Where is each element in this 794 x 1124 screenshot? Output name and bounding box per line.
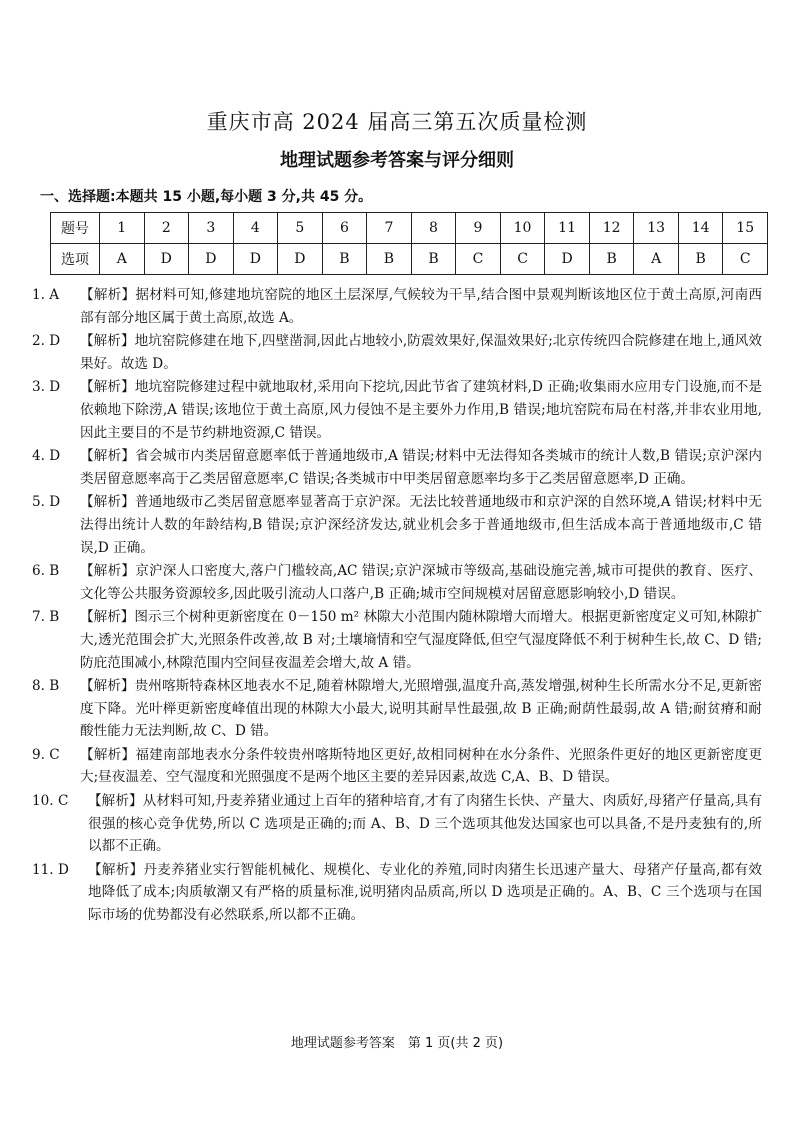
answer-table <box>50 212 768 275</box>
row-label: 选项 <box>51 244 100 275</box>
answer-cell: C <box>456 244 501 275</box>
question-number: 8 <box>411 213 456 244</box>
item-text: 【解析】地坑窑院修建过程中就地取材,采用向下挖坑,因此节省了建筑材料,D 正确;收集雨水应用专门设施,而不是依赖地下除涝,A 错误;该地位于黄土高原,风力侵蚀不是主要外力作用,B 错误;地坑窑院布局在村落,并非农业用地,因此主要目的不是节约耕地资源,C 错误。 <box>80 379 762 441</box>
list-item <box>32 675 762 743</box>
list-item <box>32 376 762 444</box>
list-item <box>32 445 762 490</box>
item-text: 【解析】地坑窑院修建在地下,四壁凿洞,因此占地较小,防震效果好,保温效果好;北京传统四合院修建在地上,通风效果好。故选 D。 <box>80 333 762 372</box>
item-number: 3. D <box>32 379 61 396</box>
item-number: 9. C <box>32 746 60 763</box>
question-number: 13 <box>634 213 679 244</box>
question-number: 1 <box>100 213 145 244</box>
item-number: 10. C <box>32 793 69 810</box>
page-subtitle: 地理试题参考答案与评分细则 <box>280 150 514 171</box>
question-number: 7 <box>367 213 412 244</box>
answer-cell: B <box>367 244 412 275</box>
list-item <box>32 330 762 375</box>
answer-cell: B <box>411 244 456 275</box>
item-text: 【解析】贵州喀斯特森林区地表水不足,随着林隙增大,光照增强,温度升高,蒸发增强,树种生长所需水分不足,更新密度下降。光叶榉更新密度峰值出现的林隙大小最大,说明其耐旱性最强,故 B 正确;耐荫性最弱,故 A 错;耐贫瘠和耐酸性能力无法判断,故 C、D 错。 <box>80 678 762 740</box>
item-number: 11. D <box>32 861 69 878</box>
explanation-list <box>32 284 762 928</box>
answer-cell: D <box>233 244 278 275</box>
question-number: 9 <box>456 213 501 244</box>
question-number: 12 <box>589 213 634 244</box>
answer-cell: D <box>189 244 234 275</box>
item-number: 6. B <box>32 563 60 580</box>
question-number: 5 <box>278 213 323 244</box>
item-text: 【解析】福建南部地表水分条件较贵州喀斯特地区更好,故相同树种在水分条件、光照条件更好的地区更新密度更大;昼夜温差、空气湿度和光照强度不是两个地区主要的差异因素,故选 C,A、B、D 错误。 <box>80 746 762 786</box>
item-number: 5. D <box>32 494 61 511</box>
page-footer: 地理试题参考答案 第 1 页(共 2 页) <box>290 1036 504 1051</box>
list-item <box>32 790 762 858</box>
row-label: 题号 <box>51 213 100 244</box>
item-text: 【解析】图示三个树种更新密度在 0－150 m² 林隙大小范围内随林隙增大而增大。根据更新密度定义可知,林隙扩大,透光范围会扩大,光照条件改善,故 B 对;土壤墒情和空气湿度降低,但空气湿度降低不利于树种生长,故 C、D 错;防庇范围减小,林隙范围内空间昼夜温差会增大,故 A 错。 <box>80 609 762 671</box>
item-text: 【解析】普通地级市乙类居留意愿率显著高于京沪深。无法比较普通地级市和京沪深的自然环境,A 错误;材料中无法得出统计人数的年龄结构,B 错误;京沪深经济发达,就业机会多于普通地级市,但生活成本高于普通地级市,C 错误,D 正确。 <box>80 494 762 556</box>
answer-cell: B <box>589 244 634 275</box>
list-item <box>32 859 762 927</box>
answer-cell: D <box>545 244 590 275</box>
question-number: 3 <box>189 213 234 244</box>
item-text: 【解析】从材料可知,丹麦养猪业通过上百年的猪种培育,才有了肉猪生长快、产量大、肉质好,母猪产仔量高,具有很强的核心竞争优势,所以 C 选项是正确的;而 A、B、D 三个选项其他发达国家也可以具备,不是丹麦独有的,所以都不正确。 <box>88 793 762 855</box>
list-item <box>32 560 762 605</box>
list-item <box>32 491 762 559</box>
answer-cell: A <box>100 244 145 275</box>
answer-cell: C <box>500 244 545 275</box>
answer-cell: D <box>144 244 189 275</box>
item-text: 【解析】丹麦养猪业实行智能机械化、规模化、专业化的养殖,同时肉猪生长迅速产量大、母猪产仔量高,都有效地降低了成本;肉质敏潮又有严格的质量标准,说明猪肉品质高,所以 D 选项是正确的。A、B、C 三个选项与在国际市场的优势都没有必然联系,所以都不正确。 <box>88 861 762 924</box>
section-heading: 一、选择题:本题共 15 小题,每小题 3 分,共 45 分。 <box>40 189 373 205</box>
item-text: 【解析】省会城市内类居留意愿率低于普通地级市,A 错误;材料中无法得知各类城市的统计人数,B 错误;京沪深内类居留意愿率高于乙类居留意愿率,C 错误;各类城市中甲类居留意愿率均多于乙类居留意愿率,D 正确。 <box>80 448 762 487</box>
answer-cell: C <box>723 244 768 275</box>
question-number: 10 <box>500 213 545 244</box>
list-item <box>32 284 762 329</box>
list-item <box>32 744 762 789</box>
list-item <box>32 606 762 674</box>
item-number: 7. B <box>32 609 60 626</box>
question-number: 2 <box>144 213 189 244</box>
item-number: 4. D <box>32 448 61 465</box>
question-number: 15 <box>723 213 768 244</box>
item-text: 【解析】京沪深人口密度大,落户门槛较高,AC 错误;京沪深城市等级高,基础设施完善,城市可提供的教育、医疗、文化等公共服务资源较多,因此吸引流动人口落户,B 正确;城市空间规模对居留意愿影响较小,D 错误。 <box>80 563 762 602</box>
question-number: 4 <box>233 213 278 244</box>
question-number: 6 <box>322 213 367 244</box>
question-number: 14 <box>678 213 723 244</box>
answer-cell: B <box>678 244 723 275</box>
page-title: 重庆市高 2024 届高三第五次质量检测 <box>206 110 588 134</box>
answer-cell: A <box>634 244 679 275</box>
item-number: 2. D <box>32 333 61 350</box>
item-number: 1. A <box>32 287 60 303</box>
answer-cell: B <box>322 244 367 275</box>
item-number: 8. B <box>32 678 60 695</box>
answer-row <box>51 244 768 275</box>
item-text: 【解析】据材料可知,修建地坑窑院的地区土层深厚,气候较为干旱,结合图中景观判断该地区位于黄土高原,河南西部有部分地区属于黄土高原,故选 A。 <box>80 287 762 326</box>
question-number-row <box>51 213 768 244</box>
answer-cell: D <box>278 244 323 275</box>
question-number: 11 <box>545 213 590 244</box>
